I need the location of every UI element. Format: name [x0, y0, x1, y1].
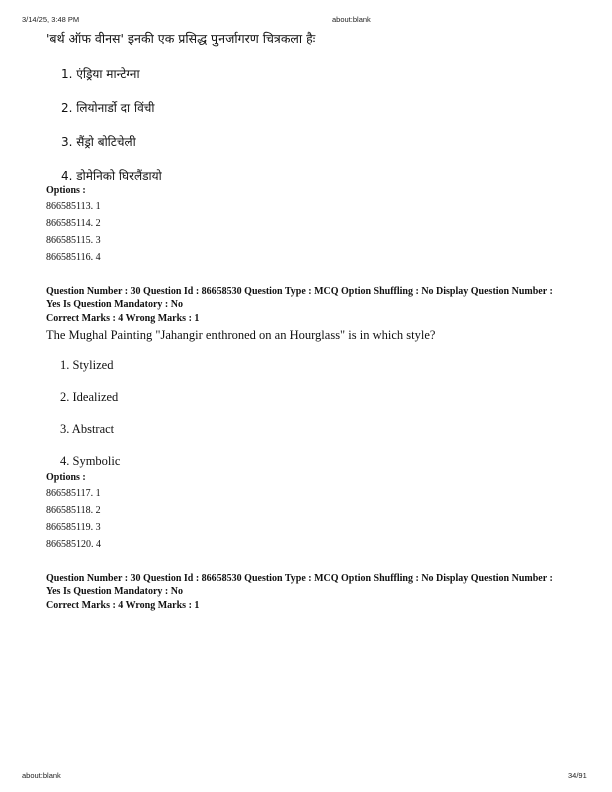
- option-id: 866585119. 3: [46, 522, 101, 533]
- choice-1: 1. Stylized: [60, 358, 114, 372]
- choice-1: 1. एंड्रिया मान्टेग्ना: [61, 67, 140, 81]
- question-meta: Question Number : 30 Question Id : 86658530 Question Type : MCQ Option Shuffling : No Display Question Number : Yes Is Question Mandatory : No: [46, 573, 553, 597]
- question-meta: Question Number : 30 Question Id : 86658530 Question Type : MCQ Option Shuffling : No Display Question Number : Yes Is Question Mandatory : No: [46, 286, 553, 310]
- question-marks: Correct Marks : 4 Wrong Marks : 1: [46, 600, 200, 611]
- choice-4: 4. Symbolic: [60, 454, 121, 468]
- question-text-hindi: 'बर्थ ऑफ वीनस' इनकी एक प्रसिद्ध पुनर्जागरण चित्रकला हैः: [46, 31, 316, 46]
- print-datetime: 3/14/25, 3:48 PM: [22, 15, 80, 24]
- options-label: Options :: [46, 472, 86, 483]
- option-id: 866585113. 1: [46, 201, 101, 212]
- option-id: 866585117. 1: [46, 488, 101, 499]
- option-id: 866585120. 4: [46, 539, 101, 550]
- choice-4: 4. डोमेनिको घिरलैंडायो: [61, 169, 162, 183]
- option-id: 866585118. 2: [46, 505, 101, 516]
- choice-3: 3. Abstract: [60, 422, 115, 436]
- page-number: 34/91: [568, 771, 587, 780]
- print-title: about:blank: [332, 15, 371, 24]
- choice-2: 2. लियोनार्डो दा विंची: [61, 101, 155, 115]
- option-id: 866585114. 2: [46, 218, 101, 229]
- question-marks: Correct Marks : 4 Wrong Marks : 1: [46, 313, 200, 324]
- question-text: The Mughal Painting "Jahangir enthroned on an Hourglass" is in which style?: [46, 328, 436, 342]
- choice-3: 3. सैंड्रो बोटिचेली: [61, 135, 136, 149]
- options-label: Options :: [46, 185, 86, 196]
- footer-url: about:blank: [22, 771, 61, 780]
- option-id: 866585116. 4: [46, 252, 101, 263]
- choice-2: 2. Idealized: [60, 390, 119, 404]
- option-id: 866585115. 3: [46, 235, 101, 246]
